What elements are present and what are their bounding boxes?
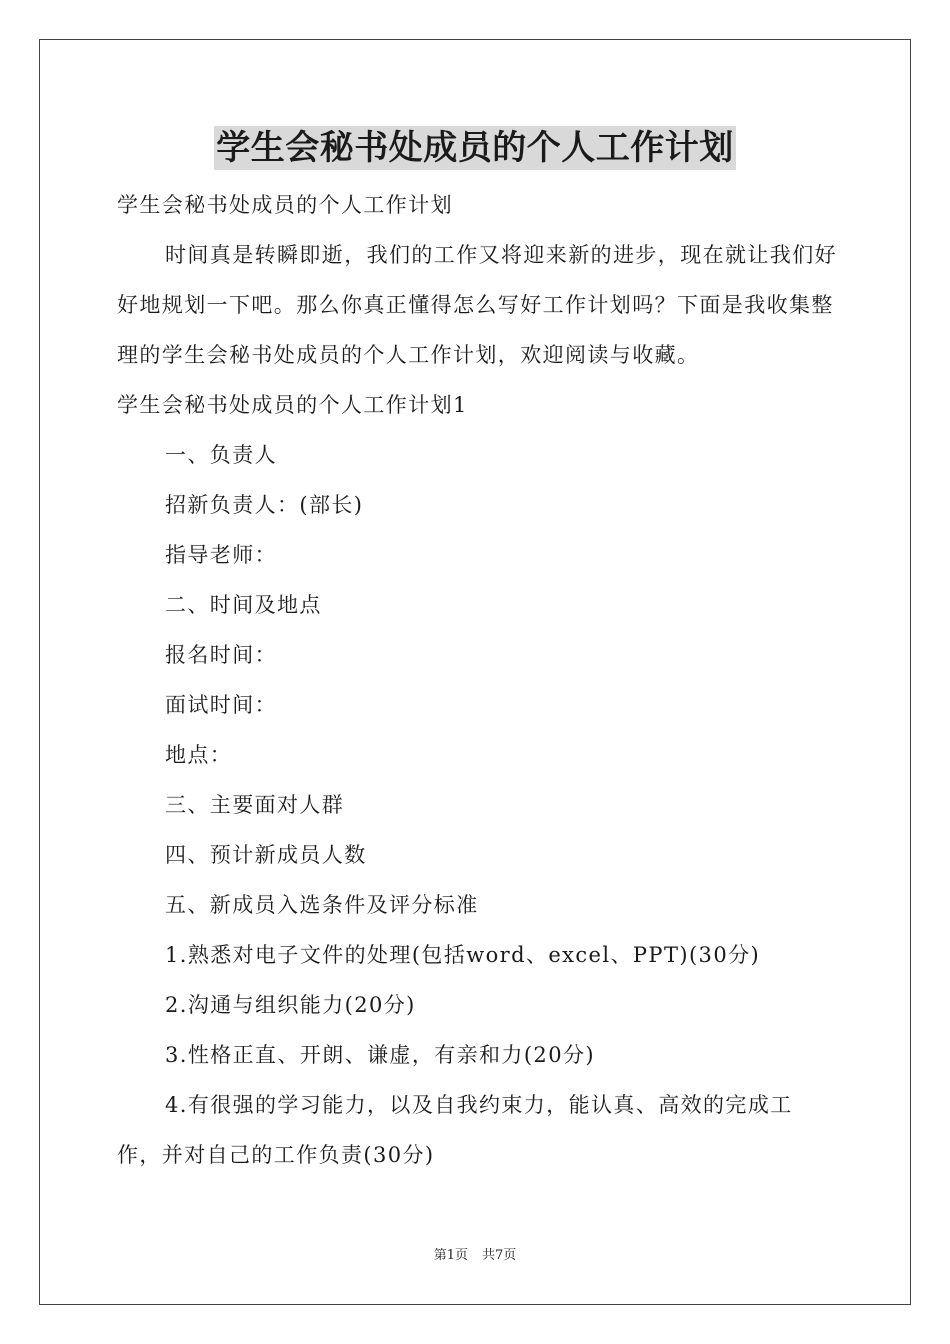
list-item: 1.熟悉对电子文件的处理(包括word、excel、PPT)(30分) — [165, 943, 761, 967]
page-total: 共7页 — [482, 1248, 517, 1263]
list-item: 3.性格正直、开朗、谦虚，有亲和力(20分) — [165, 1043, 595, 1067]
list-item: 报名时间： — [165, 643, 277, 667]
list-item: 二、时间及地点 — [165, 593, 322, 617]
list-item: 指导老师： — [165, 543, 277, 567]
list-item: 招新负责人：(部长) — [165, 493, 364, 517]
list-item: 三、主要面对人群 — [165, 793, 345, 817]
list-item: 五、新成员入选条件及评分标准 — [165, 893, 479, 917]
list-item: 一、负责人 — [165, 443, 277, 467]
paragraph-subtitle: 学生会秘书处成员的个人工作计划 — [117, 193, 453, 217]
list-item: 四、预计新成员人数 — [165, 843, 367, 867]
list-item: 2.沟通与组织能力(20分) — [165, 993, 416, 1017]
page-number: 第1页 — [433, 1248, 468, 1263]
list-item: 地点： — [165, 743, 233, 767]
section-heading: 学生会秘书处成员的个人工作计划1 — [117, 393, 468, 417]
list-item: 4.有很强的学习能力，以及自我约束力，能认真、高效的完成工作，并对自己的工作负责(30分) — [117, 1093, 793, 1167]
title-container — [0, 126, 950, 170]
page-footer — [0, 1246, 950, 1266]
document-title: 学生会秘书处成员的个人工作计划 — [216, 128, 734, 168]
document-body — [117, 180, 837, 1180]
list-item: 面试时间： — [165, 693, 277, 717]
paragraph-intro: 时间真是转瞬即逝，我们的工作又将迎来新的进步，现在就让我们好好地规划一下吧。那么你真正懂得怎么写好工作计划吗？下面是我收集整理的学生会秘书处成员的个人工作计划，欢迎阅读与收藏。 — [117, 243, 837, 367]
